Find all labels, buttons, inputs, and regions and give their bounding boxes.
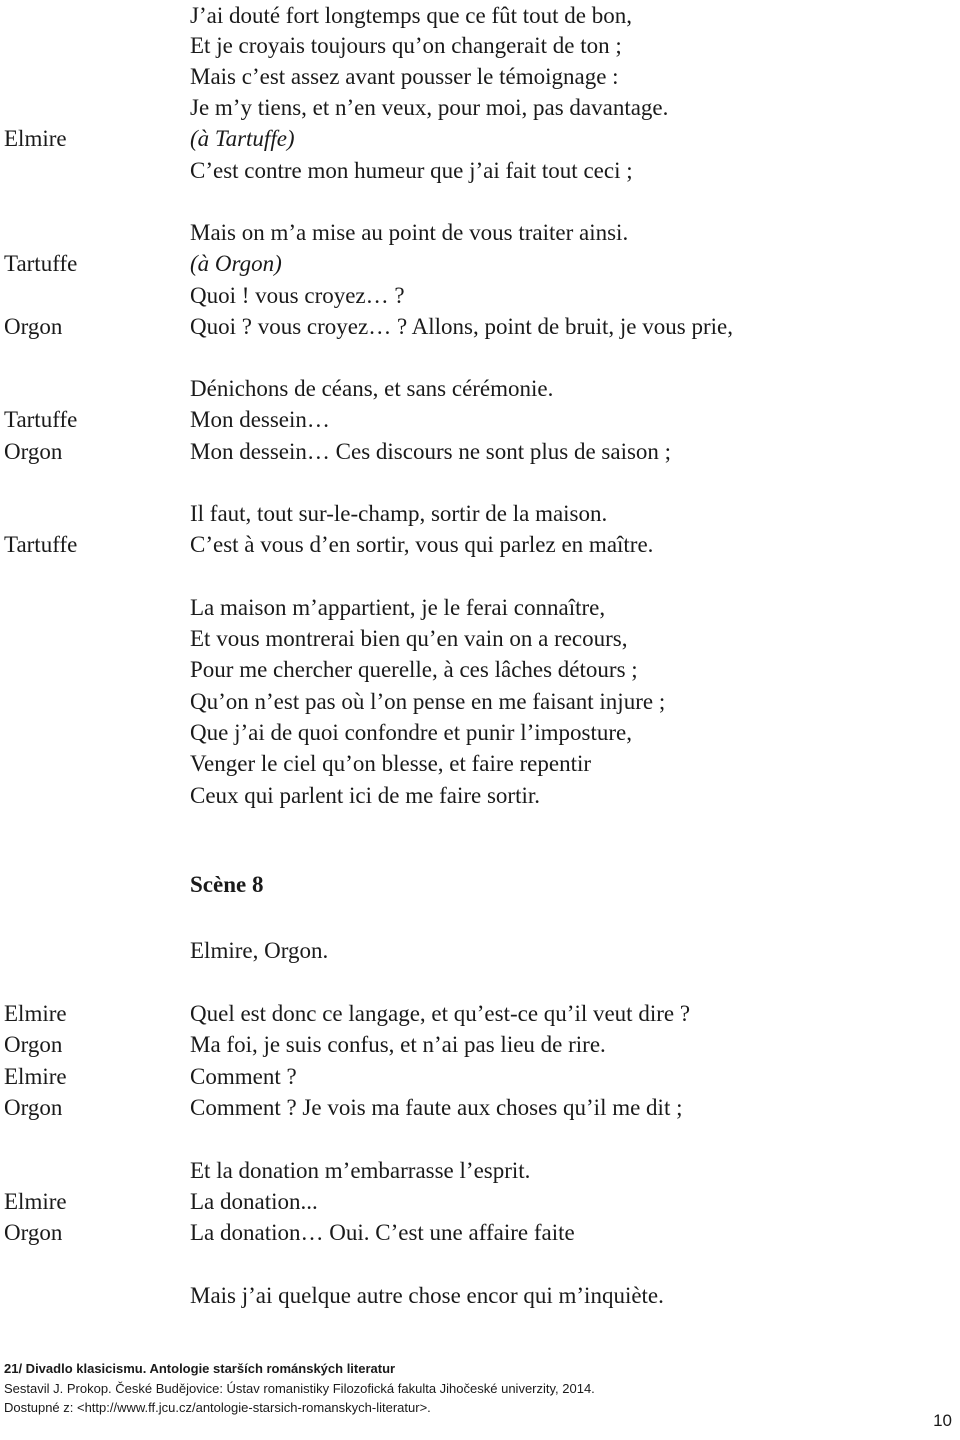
footer-availability: Dostupné z: <http://www.ff.jcu.cz/antologie-starsich-romanskych-literatur>. [4,1400,431,1415]
verse-line: Et vous montrerai bien qu’en vain on a recours, [190,626,628,651]
verse-line: Mais j’ai quelque autre chose encor qui m’inquiète. [190,1283,664,1308]
verse-line: C’est à vous d’en sortir, vous qui parlez en maître. [190,532,654,557]
footer-compiler: Sestavil J. Prokop. České Budějovice: Ústav romanistiky Filozofická fakulta Jihočeské univerzity, 2014. [4,1381,595,1396]
speaker-elmire: Elmire [4,1064,67,1089]
verse-line: Il faut, tout sur-le-champ, sortir de la maison. [190,501,608,526]
verse-line: Comment ? Je vois ma faute aux choses qu’il me dit ; [190,1095,683,1120]
verse-line: J’ai douté fort longtemps que ce fût tout de bon, [190,3,633,28]
verse-line: La donation... [190,1189,318,1214]
speaker-elmire: Elmire [4,126,67,151]
verse-line: Que j’ai de quoi confondre et punir l’imposture, [190,720,632,745]
verse-line: Ma foi, je suis confus, et n’ai pas lieu de rire. [190,1032,606,1057]
speaker-orgon: Orgon [4,439,63,464]
verse-line: Mais on m’a mise au point de vous traiter ainsi. [190,220,629,245]
verse-line: Qu’on n’est pas où l’on pense en me faisant injure ; [190,689,666,714]
verse-line: Et je croyais toujours qu’on changerait de ton ; [190,33,622,58]
speaker-orgon: Orgon [4,1220,63,1245]
verse-line: Quoi ? vous croyez… ? Allons, point de bruit, je vous prie, [190,314,733,339]
verse-line: Je m’y tiens, et n’en veux, pour moi, pas davantage. [190,95,669,120]
verse-line: Quel est donc ce langage, et qu’est-ce qu’il veut dire ? [190,1001,691,1026]
verse-line: La donation… Oui. C’est une affaire faite [190,1220,575,1245]
speaker-tartuffe: Tartuffe [4,251,78,276]
page-number: 10 [933,1411,952,1430]
speaker-tartuffe: Tartuffe [4,532,78,557]
footer-source-title: 21/ Divadlo klasicismu. Antologie starších románských literatur [4,1361,396,1376]
stage-direction: (à Orgon) [190,251,282,276]
verse-line: Et la donation m’embarrasse l’esprit. [190,1158,531,1183]
speaker-orgon: Orgon [4,1032,63,1057]
speaker-elmire: Elmire [4,1189,67,1214]
verse-line: Mon dessein… [190,407,330,432]
speaker-orgon: Orgon [4,1095,63,1120]
verse-line: Dénichons de céans, et sans cérémonie. [190,376,554,401]
scene-characters: Elmire, Orgon. [190,938,329,963]
verse-line: Quoi ! vous croyez… ? [190,283,405,308]
verse-line: Venger le ciel qu’on blesse, et faire repentir [190,751,592,776]
speaker-orgon: Orgon [4,314,63,339]
verse-line: Pour me chercher querelle, à ces lâches détours ; [190,657,638,682]
verse-line: Mon dessein… Ces discours ne sont plus de saison ; [190,439,672,464]
speaker-elmire: Elmire [4,1001,67,1026]
stage-direction: (à Tartuffe) [190,126,295,151]
speaker-tartuffe: Tartuffe [4,407,78,432]
verse-line: Comment ? [190,1064,297,1089]
verse-line: La maison m’appartient, je le ferai connaître, [190,595,606,620]
verse-line: Mais c’est assez avant pousser le témoignage : [190,64,619,89]
scene-heading: Scène 8 [190,872,264,897]
verse-line: Ceux qui parlent ici de me faire sortir. [190,783,540,808]
verse-line: C’est contre mon humeur que j’ai fait tout ceci ; [190,158,633,183]
